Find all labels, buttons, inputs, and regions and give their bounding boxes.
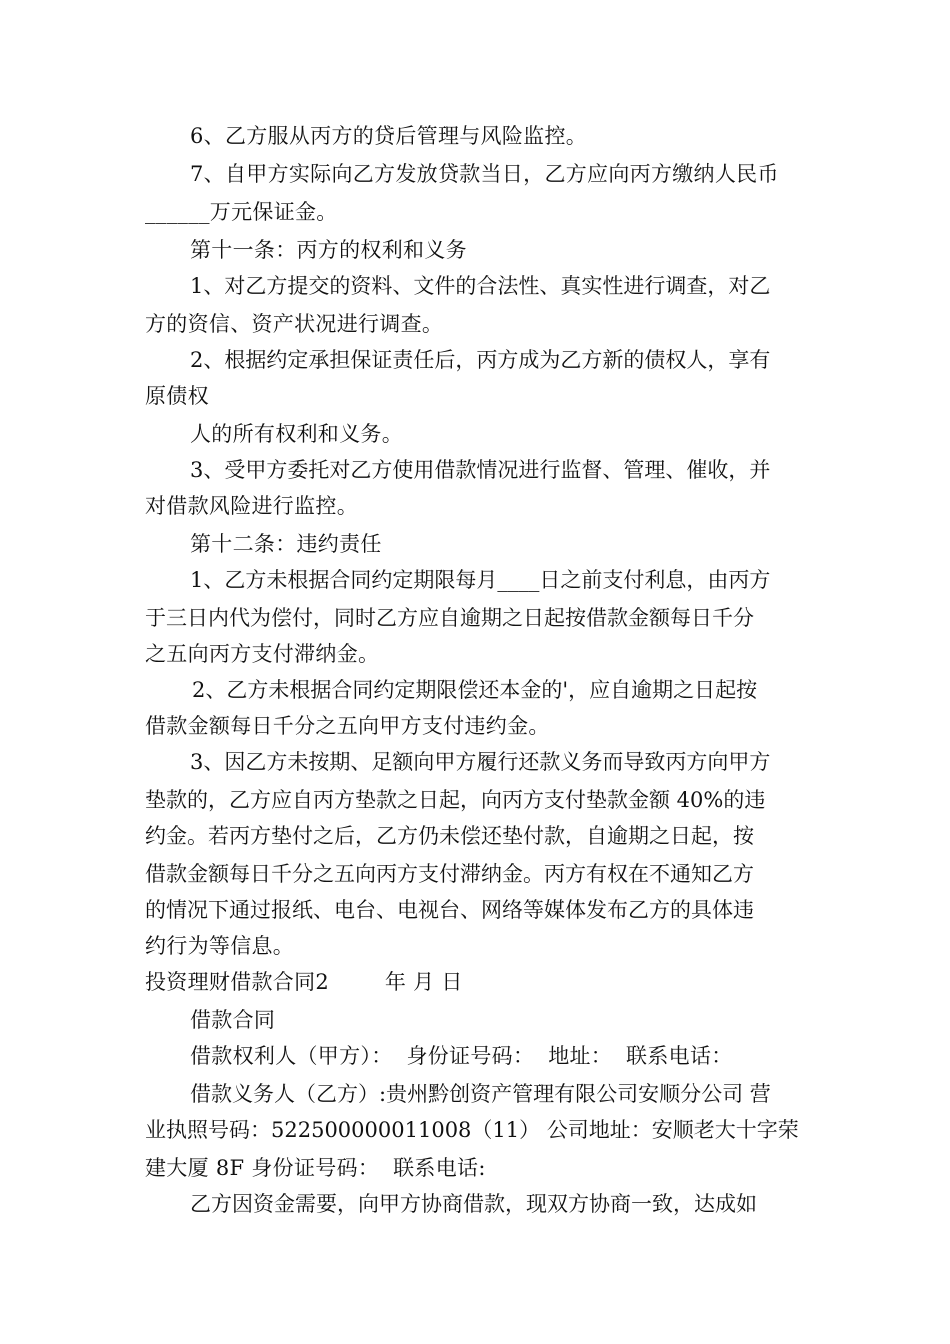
clause-12-item-3: 3、因乙方未按期、足额向甲方履行还款义务而导致丙方向甲方 [190, 750, 771, 774]
borrower-info: 借款义务人（乙方）:贵州黔创资产管理有限公司安顺分公司 营 [190, 1082, 771, 1106]
clause-12-item-2: 2、乙方未根据合同约定期限偿还本金的'，应自逾期之日起按 [192, 678, 758, 702]
clause-12-item-1-cont-2: 之五向丙方支付滞纳金。 [145, 642, 380, 666]
clause-12-item-3-cont-2: 约金。若丙方垫付之后，乙方仍未偿还垫付款，自逾期之日起，按 [145, 824, 754, 848]
preamble: 乙方因资金需要，向甲方协商借款，现双方协商一致，达成如 [190, 1192, 757, 1216]
section-title-date: 投资理财借款合同2 年 月 日 [145, 970, 463, 994]
clause-12-item-3-cont-4: 的情况下通过报纸、电台、电视台、网络等媒体发布乙方的具体违 [145, 898, 754, 922]
clause-12-item-3-cont: 垫款的，乙方应自丙方垫款之日起，向丙方支付垫款金额 40%的违 [145, 788, 766, 812]
borrower-info-cont-2: 建大厦 8F 身份证号码： 联系电话: [145, 1156, 486, 1180]
clause-11-item-1: 1、对乙方提交的资料、文件的合法性、真实性进行调查，对乙 [190, 274, 771, 298]
clause-12-item-1: 1、乙方未根据合同约定期限每月____日之前支付利息，由丙方 [190, 568, 771, 592]
clause-12-item-3-cont-3: 借款金额每日千分之五向丙方支付滞纳金。丙方有权在不通知乙方 [145, 862, 754, 886]
contract-title: 借款合同 [190, 1008, 276, 1032]
clause-11-item-2-cont: 原债权 [145, 384, 209, 408]
clause-12-item-1-cont: 于三日内代为偿付，同时乙方应自逾期之日起按借款金额每日千分 [145, 606, 754, 630]
clause-12-heading: 第十二条：违约责任 [190, 532, 382, 556]
clause-11-item-2: 2、根据约定承担保证责任后，丙方成为乙方新的债权人，享有 [190, 348, 771, 372]
clause-11-item-1-cont: 方的资信、资产状况进行调查。 [145, 312, 444, 336]
clause-10-item-7-cont: ______万元保证金。 [145, 200, 338, 224]
clause-11-item-2-cont-2: 人的所有权利和义务。 [190, 422, 403, 446]
clause-10-item-6: 6、乙方服从丙方的贷后管理与风险监控。 [190, 124, 588, 148]
clause-11-item-3: 3、受甲方委托对乙方使用借款情况进行监督、管理、催收，并 [190, 458, 771, 482]
clause-12-item-3-cont-5: 约行为等信息。 [145, 934, 295, 958]
borrower-info-cont: 业执照号码：522500000011008（11） 公司地址：安顺老大十字荣 [145, 1118, 799, 1142]
clause-12-item-2-cont: 借款金额每日千分之五向甲方支付违约金。 [145, 714, 550, 738]
lender-info: 借款权利人（甲方）： 身份证号码： 地址： 联系电话： [190, 1044, 733, 1068]
clause-10-item-7: 7、自甲方实际向乙方发放贷款当日，乙方应向丙方缴纳人民币 [190, 162, 779, 186]
clause-11-heading: 第十一条：丙方的权利和义务 [190, 238, 467, 262]
clause-11-item-3-cont: 对借款风险进行监控。 [145, 494, 358, 518]
